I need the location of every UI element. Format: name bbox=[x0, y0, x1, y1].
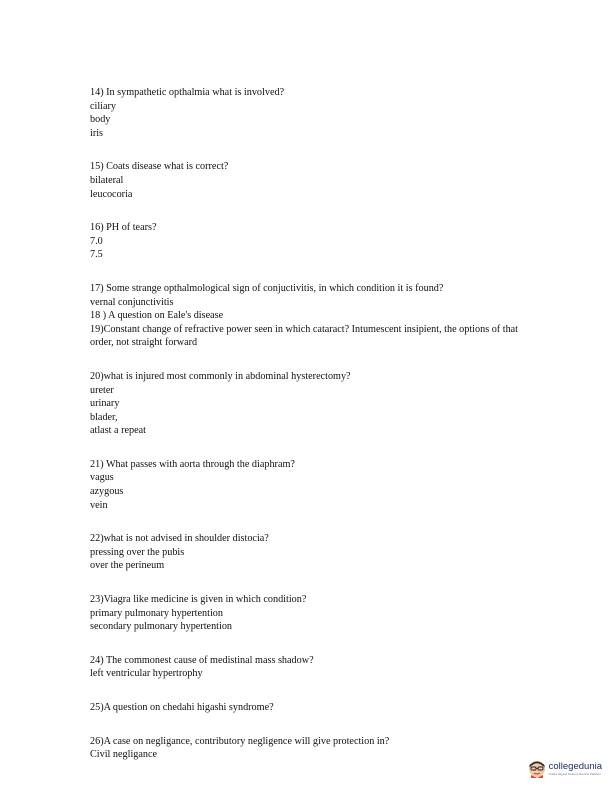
answer-option: bilateral bbox=[90, 174, 124, 186]
answer-option: 7.0 bbox=[90, 235, 103, 247]
answer-option: 19)Constant change of refractive power seen in which cataract? Intumescent insipient, the options of that order, not straight forward bbox=[90, 323, 519, 349]
question-block bbox=[90, 735, 530, 762]
answer-option: over the perineum bbox=[90, 560, 165, 572]
answer-option: 18 ) A question on Eale's disease bbox=[90, 310, 224, 322]
answer-option: iris bbox=[90, 127, 104, 139]
answer-option: body bbox=[90, 114, 111, 126]
question-block bbox=[90, 532, 530, 573]
question-block bbox=[90, 370, 530, 438]
answer-option: pressing over the pubis bbox=[90, 546, 185, 558]
question-text: 21) What passes with aorta through the diaphram? bbox=[90, 458, 295, 470]
answer-option: blader, bbox=[90, 411, 118, 423]
question-block bbox=[90, 458, 530, 512]
answer-option: vein bbox=[90, 499, 108, 511]
answer-option: ureter bbox=[90, 384, 114, 396]
answer-option: atlast a repeat bbox=[90, 425, 146, 437]
answer-option: secondary pulmonary hypertention bbox=[90, 621, 233, 633]
logo-tagline: India's largest Student Review Platform bbox=[548, 772, 601, 776]
question-text: 24) The commonest cause of medistinal mass shadow? bbox=[90, 654, 314, 666]
answer-option: vagus bbox=[90, 472, 114, 484]
answer-option: leucocoria bbox=[90, 188, 133, 200]
question-text: 15) Coats disease what is correct? bbox=[90, 161, 229, 173]
answer-option: Civil negligance bbox=[90, 749, 158, 761]
question-text: 25)A question on chedahi higashi syndrome? bbox=[90, 702, 274, 713]
question-text: 22)what is not advised in shoulder distocia? bbox=[90, 533, 269, 545]
question-text: 23)Viagra like medicine is given in which condition? bbox=[90, 594, 307, 606]
question-block bbox=[90, 86, 530, 140]
logo-name: collegedunia bbox=[548, 761, 602, 772]
answer-option: ciliary bbox=[90, 100, 117, 112]
question-text: 20)what is injured most commonly in abdominal hysterectomy? bbox=[90, 370, 351, 382]
question-block bbox=[90, 654, 530, 681]
question-text: 16) PH of tears? bbox=[90, 222, 157, 234]
answer-option: azygous bbox=[90, 486, 124, 498]
question-text: 14) In sympathetic opthalmia what is involved? bbox=[90, 87, 285, 98]
question-block bbox=[90, 160, 530, 201]
question-list bbox=[90, 86, 530, 762]
answer-option: primary pulmonary hypertention bbox=[90, 607, 223, 619]
question-block bbox=[90, 593, 530, 634]
answer-option: urinary bbox=[90, 398, 120, 410]
collegedunia-logo bbox=[528, 760, 602, 778]
question-block bbox=[90, 701, 530, 715]
answer-option: vernal conjunctivitis bbox=[90, 296, 174, 308]
document-page bbox=[90, 86, 530, 782]
question-block bbox=[90, 221, 530, 262]
question-text: 26)A case on negligance, contributory negligence will give protection in? bbox=[90, 735, 390, 747]
student-avatar-icon bbox=[528, 760, 546, 778]
question-block bbox=[90, 282, 530, 350]
answer-option: left ventricular hypertrophy bbox=[90, 668, 203, 680]
question-text: 17) Some strange opthalmological sign of conjuctivitis, in which condition it is found? bbox=[90, 282, 444, 294]
answer-option: 7.5 bbox=[90, 249, 103, 261]
